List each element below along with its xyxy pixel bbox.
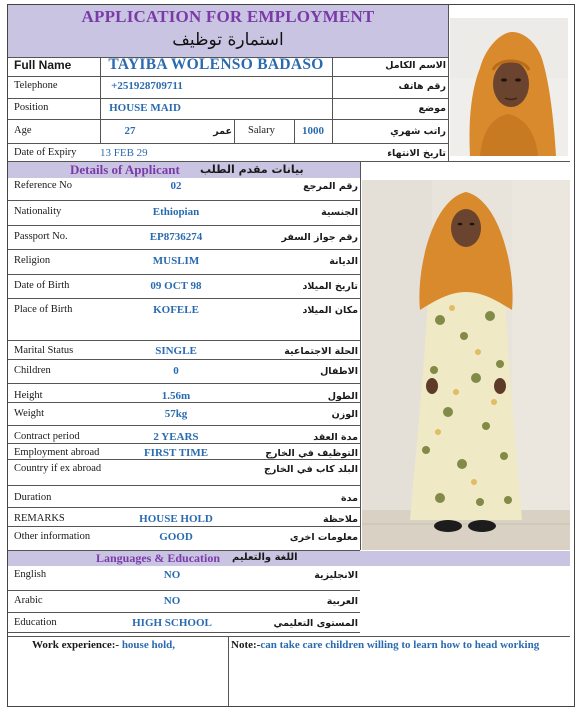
details-title-ar: بيانات مقدم الطلب [200,163,304,176]
detail-label: Contract period [14,431,80,442]
full-body-photo [362,180,570,550]
detail-label: Reference No [14,180,73,191]
languages-header [8,551,570,566]
detail-value: FIRST TIME [143,447,209,459]
detail-value: 02 [170,180,182,192]
language-label: Education [14,617,57,628]
detail-label-ar: مكان الميلاد [302,305,358,316]
detail-label: Place of Birth [14,304,73,315]
language-label-ar: الانجليزية [314,570,358,581]
detail-value: EP8736274 [149,231,203,243]
detail-value: HOUSE HOLD [139,513,213,525]
detail-value: 09 OCT 98 [150,280,202,292]
note-label: Note:- [231,639,261,651]
detail-value: GOOD [159,531,193,543]
detail-value: MUSLIM [152,255,200,267]
language-label-ar: العربية [326,596,358,607]
full-name-label: Full Name [14,58,72,72]
details-title-en: Details of Applicant [70,162,180,177]
age-label-ar: عمر [213,126,232,137]
detail-label-ar: البلد كاب في الخارج [263,464,358,475]
detail-label: REMARKS [14,513,65,524]
language-value: NO [163,595,181,607]
note [231,639,539,651]
form-title-en: APPLICATION FOR EMPLOYMENT [81,7,375,26]
detail-label-ar: ملاحظة [323,514,358,525]
detail-label: Passport No. [14,231,68,242]
expiry-label-ar: تاريخ الانتهاء [387,148,446,159]
language-label: Arabic [14,595,43,606]
language-label: English [14,569,47,580]
detail-value: 2 YEARS [153,431,199,443]
detail-label-ar: تاريخ الميلاد [302,281,358,292]
portrait-photo [450,18,568,156]
expiry-label: Date of Expiry [14,147,77,158]
detail-label-ar: الديانة [329,256,358,267]
detail-label-ar: الوزن [331,409,358,420]
details-header [8,162,360,178]
detail-label: Nationality [14,206,62,217]
detail-label: Weight [14,408,45,419]
detail-label: Country if ex abroad [14,463,102,474]
detail-label-ar: رقم جواز السفر [281,232,358,243]
detail-label: Marital Status [14,345,74,356]
detail-label-ar: التوظيف في الخارج [265,448,358,459]
detail-label-ar: مدة العقد [313,432,358,443]
detail-label: Duration [14,492,52,503]
expiry-value: 13 FEB 29 [100,147,148,159]
telephone-value: +251928709711 [111,80,183,92]
detail-label-ar: الحلة الاجتماعية [284,346,358,357]
detail-label: Religion [14,255,51,266]
detail-label-ar: الاطفال [320,366,358,377]
full-name-label-ar: الاسم الكامل [385,60,446,71]
work-experience-label: Work experience:- [32,639,120,651]
full-name-value: TAYIBA WOLENSO BADASO [108,56,324,73]
detail-value: 0 [173,365,179,377]
detail-label-ar: الطول [327,391,358,402]
age-label: Age [14,125,32,136]
form-title-ar: استمارة توظيف [172,30,284,50]
work-experience-value: house hold, [121,639,176,651]
language-value: NO [163,569,181,581]
salary-value: 1000 [302,125,324,137]
position-value: HOUSE MAID [109,102,181,114]
language-label-ar: المستوى التعليمي [273,618,358,629]
detail-label: Height [14,390,43,401]
telephone-label: Telephone [14,80,58,91]
salary-label-ar: راتب شهري [390,126,446,137]
detail-label-ar: مدة [341,493,358,504]
languages-title-en: Languages & Education [96,551,221,565]
detail-label-ar: رقم المرجع [303,181,358,192]
position-label-ar: موضع [418,103,446,114]
salary-label: Salary [248,125,275,136]
detail-value: SINGLE [155,345,197,357]
detail-label: Other information [14,531,91,542]
detail-value: 1.56m [161,390,191,402]
note-value: can take care children willing to learn how to head working [260,639,540,651]
detail-label: Children [14,365,51,376]
detail-label-ar: معلومات اخرى [289,532,358,543]
detail-label: Date of Birth [14,280,70,291]
position-label: Position [14,102,49,113]
language-value: HIGH SCHOOL [132,617,212,629]
telephone-label-ar: رقم هاتف [398,81,446,92]
detail-value: Ethiopian [152,206,200,218]
detail-value: 57kg [164,408,188,420]
languages-title-ar: اللغة والتعليم [232,552,298,563]
work-experience [32,639,175,651]
full-body-image [362,180,570,550]
portrait-image [450,18,568,156]
detail-label: Employment abroad [14,447,100,458]
detail-label-ar: الجنسية [321,207,358,218]
form-header [8,5,448,57]
age-value: 27 [124,125,136,137]
detail-value: KOFELE [153,304,199,316]
